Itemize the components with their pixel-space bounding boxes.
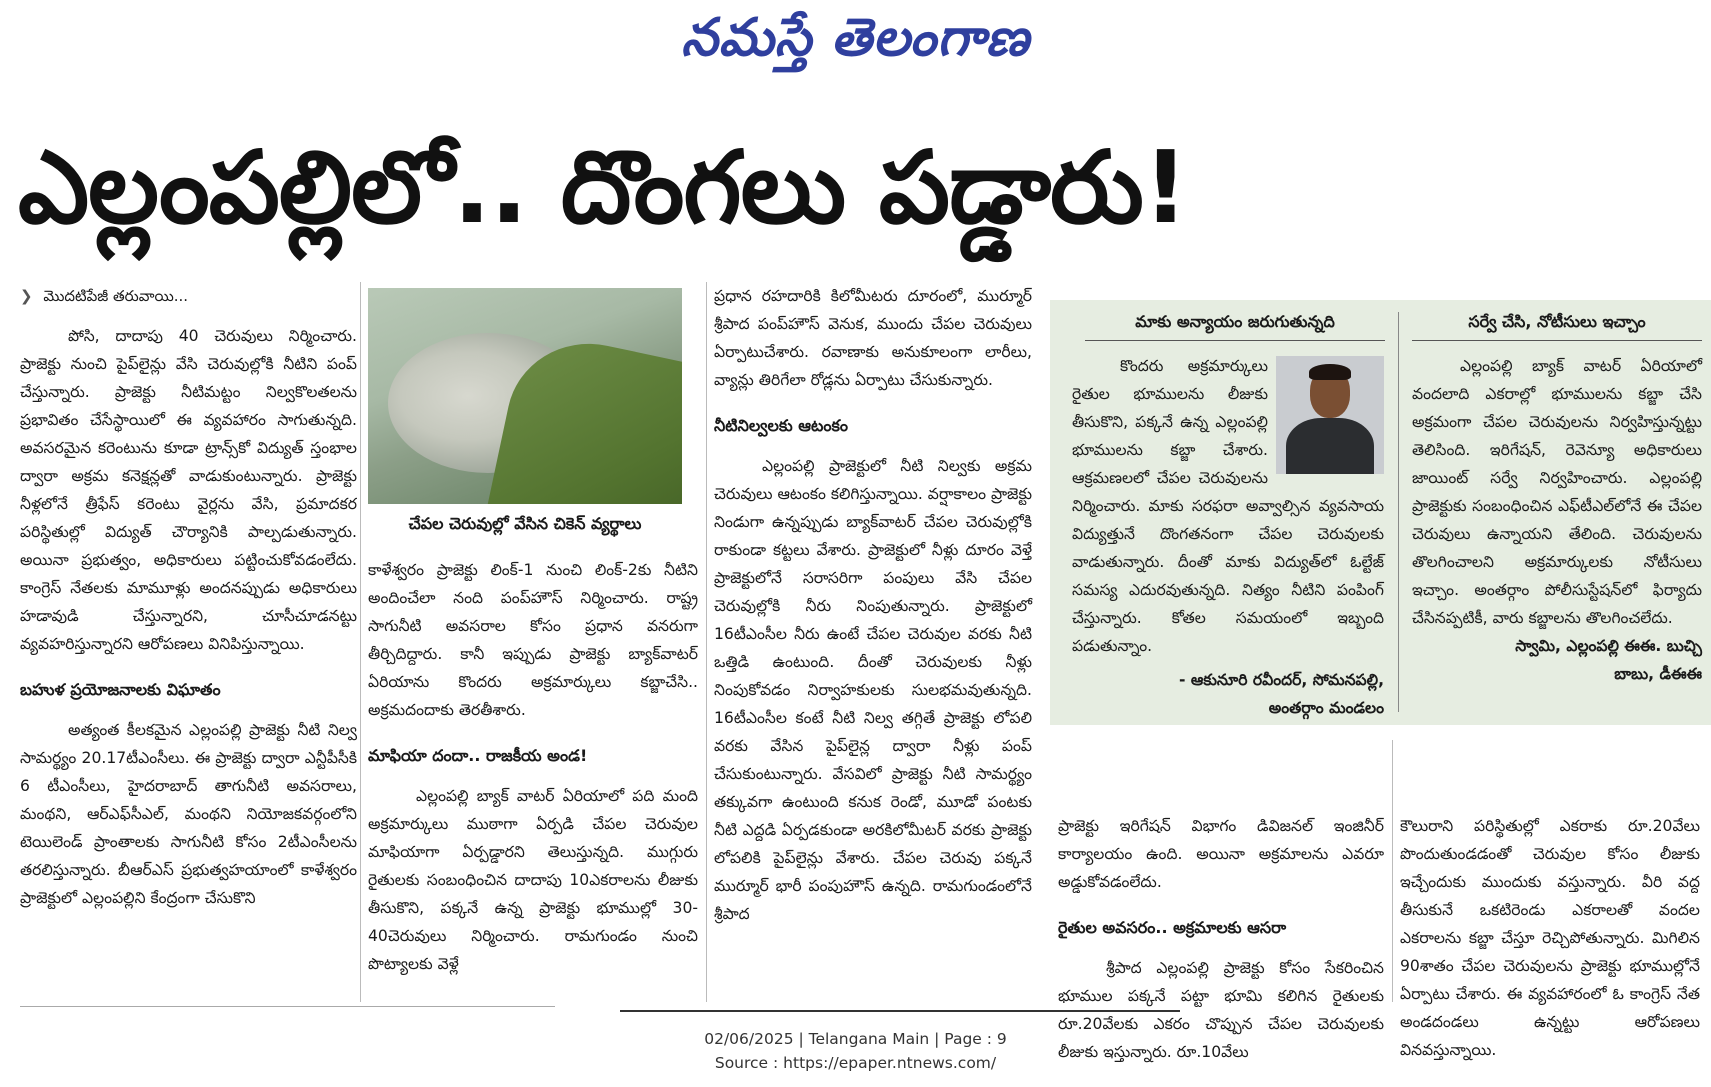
subheading: నీటినిల్వలకు ఆటంకం [714,416,848,435]
quote-heading-farmer: మాకు అన్యాయం జరుగుతున్నది [1135,312,1335,331]
paragraph: ఎల్లంపల్లి ప్రాజెక్టులో నీటి నిల్వకు అక్రమ చెరువులు ఆటంకం కలిగిస్తున్నాయి. వర్షాకాలం ప్రాజెక్టు నిండుగా ఉన్నప్పుడు బ్యాక్‌వాటర్‌ చేపల చెరువుల్లోకి రాకుండా కట్టలు వేశారు. ప్రాజెక్టులో నీళ్లు దూరం వెళ్తే ప్రాజెక్టులోనే సరాసరిగా పంపులు వేసి చేపల చెరువుల్లోకి నీరు నింపుతున్నారు. ప్రాజెక్టులో 16టీఎంసీల నీరు ఉంటే చేపల చెరువుల వరకు నీటి ఒత్తిడి ఉంటుంది. దీంతో చెరువులకు నీళ్లు నింపుకోవడం నిర్వాహకులకు సులభమవుతున్నది. 16టీఎంసీల కంటే నీటి నిల్వ తగ్గితే ప్రాజెక్టు లోపలి వరకు వేసిన పైప్‌లైన్ల ద్వారా నీళ్లు పంప్‌ చేసుకుంటున్నారు. వేసవిలో ప్రాజెక్టు నీటి సామర్థ్యం తక్కువగా ఉంటుంది కనుక రెండో, మూడో పంటకు నీటి ఎద్దడి ఏర్పడకుండా అరకిలోమీటర్‌ వరకు ప్రాజెక్టు లోపలికి పైప్‌లైన్లు వేశారు. చేపల చెరువు పక్కనే ముర్మూర్‌ భారీ పంపుహౌస్‌ ఉన్నది. రామగుండంలోనే శ్రీపాద [714,457,1032,923]
subheading: బహుళ ప్రయోజనాలకు విఘాతం [20,680,221,699]
footer-edition-info: 02/06/2025 | Telangana Main | Page : 9 [704,1030,1007,1048]
signature: అంతర్గాం మండలం [1268,699,1384,717]
heading-underline [1085,340,1385,341]
heading-underline [1412,340,1702,341]
subheading: మాఫియా దందా.. రాజకీయ అండ! [368,746,588,765]
paragraph: కౌలురాని పరిస్థితుల్లో ఎకరాకు రూ.20వేలు పొందుతుండడంతో చెరువుల కోసం లీజుకు ఇచ్చేందుకు ముందుకు వస్తున్నారు. వీరి వద్ద తీసుకునే ఒకటిరెండు ఎకరాలతో వందల ఎకరాలను కబ్జా చేస్తూ రెచ్చిపోతున్నారు. మిగిలిన 90శాతం చేపల చెరువులను ప్రాజెక్టు భూముల్లోనే ఏర్పాటు చేశారు. ఈ వ్యవహారంలో ఓ కాంగ్రెస్‌ నేత అండదండలు ఉన్నట్టు ఆరోపణలు వినవస్తున్నాయి. [1400,817,1700,1059]
article-column-5 [1400,812,1700,1064]
signature: - ఆకునూరి రవీందర్‌, సోమనపల్లి, [1178,671,1384,689]
signature: స్వామి, ఎల్లంపల్లి ఈఈ. బుచ్చి [1515,637,1702,655]
portrait-hair-shape [1309,364,1351,380]
footer-rule [620,1010,1180,1012]
paragraph: ప్రాజెక్టు ఇరిగేషన్‌ విభాగం డివిజనల్‌ ఇంజినీర్‌ కార్యాలయం ఉంది. అయినా అక్రమాలను ఎవరూ అడ్డుకోవడంలేదు. [1058,817,1384,891]
article-column-4 [1058,812,1384,1066]
paragraph: అత్యంత కీలకమైన ఎల్లంపల్లి ప్రాజెక్టు నీటి నిల్వ సామర్థ్యం 20.17టీఎంసీలు. ఈ ప్రాజెక్టు ద్వారా ఎన్టీపీసీకి 6 టీఎంసీలు, హైదరాబాద్‌ తాగునీటి అవసరాలు, మంథని, ఆర్‌ఎఫ్‌సీఎల్‌, మంథని నియోజకవర్గంలోని టెయిలెండ్‌ ప్రాంతాలకు సాగునీటి కోసం 2టీఎంసీలను తరలిస్తున్నారు. బీఆర్‌ఎస్‌ ప్రభుత్వహయాంలో కాళేశ్వరం ప్రాజెక్టులో ఎల్లంపల్లిని కేంద్రంగా చేసుకొని [20,721,357,907]
article-headline: ఎల్లంపల్లిలో.. దొంగలు పడ్డారు! [18,129,1188,246]
portrait-body-shape [1286,418,1374,474]
article-column-1 [20,282,357,912]
chevron-right-icon: ❯ [20,287,33,305]
continued-from-front-page [20,282,357,310]
newspaper-masthead: నమస్తే తెలంగాణ [681,8,1030,68]
article-column-2 [368,556,698,978]
footer-source-link: Source : https://epaper.ntnews.com/ [714,1054,997,1072]
column-divider [1392,740,1393,1002]
fish-pond-chicken-waste-photo [368,288,682,504]
paragraph: ఎల్లంపల్లి బ్యాక్‌ వాటర్‌ ఏరియాలో పది మంది అక్రమార్కులు ముఠాగా ఏర్పడి చేపల చెరువుల మాఫియాగా ఏర్పడ్డారని తెలుస్తున్నది. ముగ్గురు రైతులకు సంబంధించిన దాదాపు 10ఎకరాలను లీజుకు తీసుకొని, పక్కనే ఉన్న ప్రాజెక్టు భూముల్లో 30-40చెరువులు నిర్మించారు. రామగుండం నుంచి పొట్యాలకు వెళ్లే [368,787,698,973]
paragraph: కొందరు అక్రమార్కులు రైతుల భూములను లీజుకు తీసుకొని, పక్కనే ఉన్న ఎల్లంపల్లి భూములను కబ్జా చేశారు. ఆక్రమణలలో చేపల చెరువులను నిర్మించారు. మాకు సరఫరా అవ్వాల్సిన వ్యవసాయ విద్యుత్తునే దొంగతనంగా చేపల చెరువులకు వాడుతున్నారు. దీంతో మాకు విద్యుత్‌లో ఓల్టేజ్‌ సమస్య ఎదురవుతున్నది. నిత్యం నీటిని పంపింగ్‌ చేస్తున్నారు. కోతల సమయంలో ఇబ్బంది పడుతున్నాం. [1072,357,1384,655]
paragraph: పోసి, దాదాపు 40 చెరువులు నిర్మించారు. ప్రాజెక్టు నుంచి పైప్‌లైన్లు వేసి చెరువుల్లోకి నీటిని పంప్‌ చేస్తున్నారు. ప్రాజెక్టు నీటిమట్టం నిల్వకొలతలను ప్రభావితం చేసేస్థాయిలో ఈ వ్యవహారం సాగుతున్నది. అవసరమైన కరెంటును కూడా ట్రాన్స్‌కో విద్యుత్‌ స్తంభాల ద్వారా అక్రమ కనెక్షన్లతో వాడుకుంటున్నారు. ప్రాజెక్టు నీళ్లలోనే త్రీఫేస్‌ కరెంటు వైర్లను వేసి, ప్రమాదకర పరిస్థితుల్లో విద్యుత్‌ చౌర్యానికి పాల్పడుతున్నారు. అయినా ప్రభుత్వం, అధికారులు పట్టించుకోవడంలేదు. కాంగ్రెస్‌ నేతలకు మామూళ్లు అందనప్పుడు అధికారులు హడావుడి చేస్తున్నారని, చూసీచూడనట్టు వ్యవహరిస్తున్నారని ఆరోపణలు వినిపిస్తున్నాయి. [20,327,357,653]
farmer-portrait-photo [1276,356,1384,474]
jump-label: మొదటిపేజీ తరువాయి... [43,287,189,305]
paragraph: శ్రీపాద ఎల్లంపల్లి ప్రాజెక్టు కోసం సేకరించిన భూముల పక్కనే పట్టా భూమి కలిగిన రైతులకు రూ.20వేలకు ఎకరం చొప్పున చేపల చెరువులకు లీజుకు ఇస్తున్నారు. రూ.10వేలు [1058,959,1384,1061]
farmer-quote [1072,352,1384,722]
column-divider [360,282,361,1002]
paragraph: ఎల్లంపల్లి బ్యాక్‌ వాటర్‌ ఏరియాలో వందలాది ఎకరాల్లో భూములను కబ్జా చేసి అక్రమంగా చేపల చెరువులను నిర్వహిస్తున్నట్టు తెలిసింది. ఇరిగేషన్‌, రెవెన్యూ అధికారులు జాయింట్‌ సర్వే నిర్వహించారు. ఎల్లంపల్లి ప్రాజెక్టుకు సంబంధించిన ఎఫ్‌టీఎల్‌లోనే ఈ చేపల చెరువులు ఉన్నాయని తేలింది. చెరువులను తొలగించాలని అక్రమార్కులకు నోటీసులు ఇచ్చాం. అంతర్గాం పోలీసుస్టేషన్‌లో ఫిర్యాదు చేసినప్పటికీ, వారు కబ్జాలను తొలగించలేదు. [1412,357,1702,627]
quote-heading-official: సర్వే చేసి, నోటీసులు ఇచ్చాం [1468,312,1646,331]
paragraph: కాళేశ్వరం ప్రాజెక్టు లింక్‌-1 నుంచి లింక్‌-2కు నీటిని అందించేలా నంది పంప్‌హౌస్‌ నిర్మించారు. రాష్ట్ర సాగునీటి అవసరాల కోసం ప్రధాన వనరుగా తీర్చిదిద్దారు. కానీ ఇప్పుడు ప్రాజెక్టు బ్యాక్‌వాటర్‌ ఏరియాను కొందరు అక్రమార్కులు కబ్జాచేసి.. అక్రమదందాకు తెరతీశారు. [368,561,698,719]
signature: బాబు, డీఈఈ [1614,665,1702,683]
photo-caption: చేపల చెరువుల్లో వేసిన చికెన్‌ వ్యర్థాలు [408,514,642,533]
column-divider [706,282,707,1002]
subheading: రైతుల అవసరం.. అక్రమాలకు ఆసరా [1058,918,1287,937]
paragraph: ప్రధాన రహదారికి కిలోమీటరు దూరంలో, ముర్మూర్‌ శ్రీపాద పంప్‌హౌస్‌ వెనుక, ముందు చేపల చెరువులు ఏర్పాటుచేశారు. రవాణాకు అనుకూలంగా లారీలు, వ్యాన్లు తిరిగేలా రోడ్లను ఏర్పాటు చేసుకున్నారు. [714,287,1032,389]
article-column-3 [714,282,1032,928]
official-quote [1412,352,1702,688]
bottom-rule [20,1006,555,1007]
box-divider [1398,312,1399,712]
